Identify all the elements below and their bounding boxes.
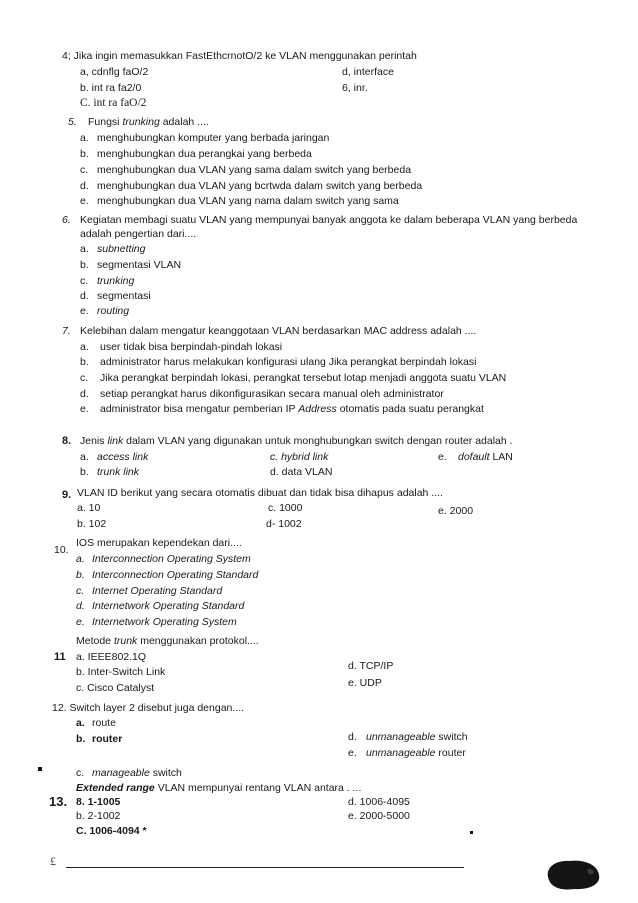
q6-option-letter: a. [80,243,89,255]
q7-stem: Kelebihan dalam mengatur keanggotaan VLAN berdasarkan MAC address adalah .... [80,325,477,337]
q6-option-text: segmentasi [97,290,151,302]
q10-option-text: Internet Operating Standard [92,585,223,597]
ink-blot-icon [544,857,602,891]
q6-option-text: routing [97,305,130,317]
q5-option-text: menghubungkan dua perangkai yang berbeda [97,148,312,160]
q6-option-letter: c. [80,275,89,287]
q5-option-letter: e. [80,195,89,207]
q5-option-text: menghubungkan dua VLAN yang nama dalam switch yang sama [97,195,399,207]
q9-stem: VLAN ID berikut yang secara otomatis dibuat dan tidak bisa dihapus adalah .... [77,487,443,499]
q11-option-a: a. IEEE802.1Q [76,651,147,663]
q13-stem: Extended range VLAN mempunyai rentang VLAN antara . ... [76,782,362,794]
q12-option-b-letter: b. [76,733,86,745]
q12-option-d-letter: d. [348,731,357,743]
q10-stem: IOS merupakan kependekan dari.... [76,537,242,549]
q5-option-text: menghubungkan komputer yang berbada jaringan [97,132,330,144]
q7-option-text: user tidak bisa berpindah-pindah lokasi [100,341,283,353]
q12-option-c: manageable switch [92,767,182,779]
q8-stem: Jenis link dalam VLAN yang digunakan untuk monghubungkan switch dengan router adalah . [80,435,513,447]
q7-number: 7. [62,325,71,337]
q5-stem: Fungsi trunking adalah .... [88,116,209,128]
q4-option-d: d, interface [342,66,394,78]
q6-option-text: subnetting [97,243,146,255]
q11-number: 11 [54,651,66,663]
q5-option-letter: a. [80,132,89,144]
q12-option-b: router [92,733,123,745]
q9-option-e: e. 2000 [438,505,474,517]
q4-option-a: a, cdnflg faO/2 [80,66,149,78]
q6-option-letter: e. [80,305,89,317]
q6-stem-line2: adalah pengertian dari.... [80,228,197,240]
q4-option-c: C. int ra faO/2 [80,97,147,109]
q7-option-text: administrator harus melakukan konfigurasi ulang Jika perangkat berpindah lokasi [100,356,477,368]
q6-stem-line1: Kegiatan membagi suatu VLAN yang mempunyai banyak anggota ke dalam beberapa VLAN yang berbeda [80,214,578,226]
q12-option-d: unmanageable switch [366,731,468,743]
q7-option-letter: c. [80,372,89,384]
q11-option-b: b. Inter-Switch Link [76,666,166,678]
q10-option-letter: e. [76,616,85,628]
q11-option-d: d. TCP/IP [348,660,394,672]
q8-option-b: trunk link [97,466,140,478]
q7-option-text: Jika perangkat berpindah lokasi, perangkat tersebut lotap menjadi anggota suatu VLAN [100,372,507,384]
q7-option-text: administrator bisa mengatur pemberian IP Address otomatis pada suatu perangkat [100,403,484,415]
q6-option-letter: d. [80,290,89,302]
q6-option-text: segmentasi VLAN [97,259,182,271]
q5-option-letter: d. [80,180,89,192]
q10-option-text: Internetwork Operating System [92,616,237,628]
q7-option-letter: e. [80,403,89,415]
q8-number: 8. [62,435,72,447]
q9-number: 9. [62,489,72,501]
q12-option-a: route [92,717,116,729]
q12-option-e: unmanageable router [366,747,466,759]
q12-stem: 12. Switch layer 2 disebut juga dengan.... [52,702,245,714]
q7-option-text: setiap perangkat harus dikonfigurasikan secara manual oleh administrator [100,388,444,400]
q5-option-text: menghubungkan dua VLAN yang sama dalam switch yang berbeda [97,164,412,176]
q10-option-letter: d. [76,600,85,612]
q10-option-letter: b. [76,569,85,581]
q13-option-a: 8. 1-1005 [76,796,121,808]
q8-option-e: dofault LAN [458,451,513,463]
q4-stem: 4; Jika ingin memasukkan FastEthcrnotO/2 ke VLAN menggunakan perintah [62,50,417,62]
q9-option-d: d- 1002 [266,518,302,530]
q9-option-a: a. 10 [77,502,101,514]
q6-option-letter: b. [80,259,89,271]
q10-option-letter: a. [76,553,85,565]
q9-option-c: c. 1000 [268,502,303,514]
q10-option-letter: c. [76,585,85,597]
q8-option-a-letter: a. [80,451,89,463]
footer-mark: £ [50,854,56,868]
q11-option-c: c. Cisco Catalyst [76,682,155,694]
q8-option-a: access link [97,451,149,463]
q13-option-d: d. 1006-4095 [348,796,410,808]
q13-option-e: e. 2000-5000 [348,810,410,822]
q6-option-text: trunking [97,275,135,287]
q12-option-a-letter: a. [76,717,85,729]
q7-option-letter: d. [80,388,89,400]
q5-option-letter: c. [80,164,89,176]
q10-option-text: Interconnection Operating Standard [92,569,259,581]
q8-option-e-letter: e. [438,451,447,463]
q6-number: 6. [62,214,71,226]
q8-option-d: d. data VLAN [270,466,333,478]
q8-option-c: c. hybrid link [270,451,329,463]
q4-option-b: b. int ra fa2/0 [80,82,142,94]
q12-option-c-letter: c. [76,767,85,779]
q10-option-text: Interconnection Operating System [92,553,251,565]
q13-number: 13. [49,794,68,809]
q10-number: 10. [54,544,69,556]
q9-option-b: b. 102 [77,518,107,530]
scan-dot [38,767,42,771]
footer-rule [66,867,464,868]
q11-stem: Metode trunk menggunakan protokol.... [76,635,259,647]
q5-option-text: menghubungkan dua VLAN yang bcrtwda dalam switch yang berbeda [97,180,423,192]
q7-option-letter: a. [80,341,89,353]
q10-option-text: Internetwork Operating Standard [92,600,245,612]
q5-option-letter: b. [80,148,89,160]
q11-option-e: e. UDP [348,677,382,689]
q13-option-b: b. 2-1002 [76,810,121,822]
q13-option-c: C. 1006-4094 * [76,825,147,837]
q7-option-letter: b. [80,356,89,368]
scan-dot [470,831,473,834]
q4-option-e: 6, inr. [342,82,368,94]
q12-option-e-letter: e. [348,747,357,759]
q8-option-b-letter: b. [80,466,89,478]
q5-number: 5. [68,116,77,128]
